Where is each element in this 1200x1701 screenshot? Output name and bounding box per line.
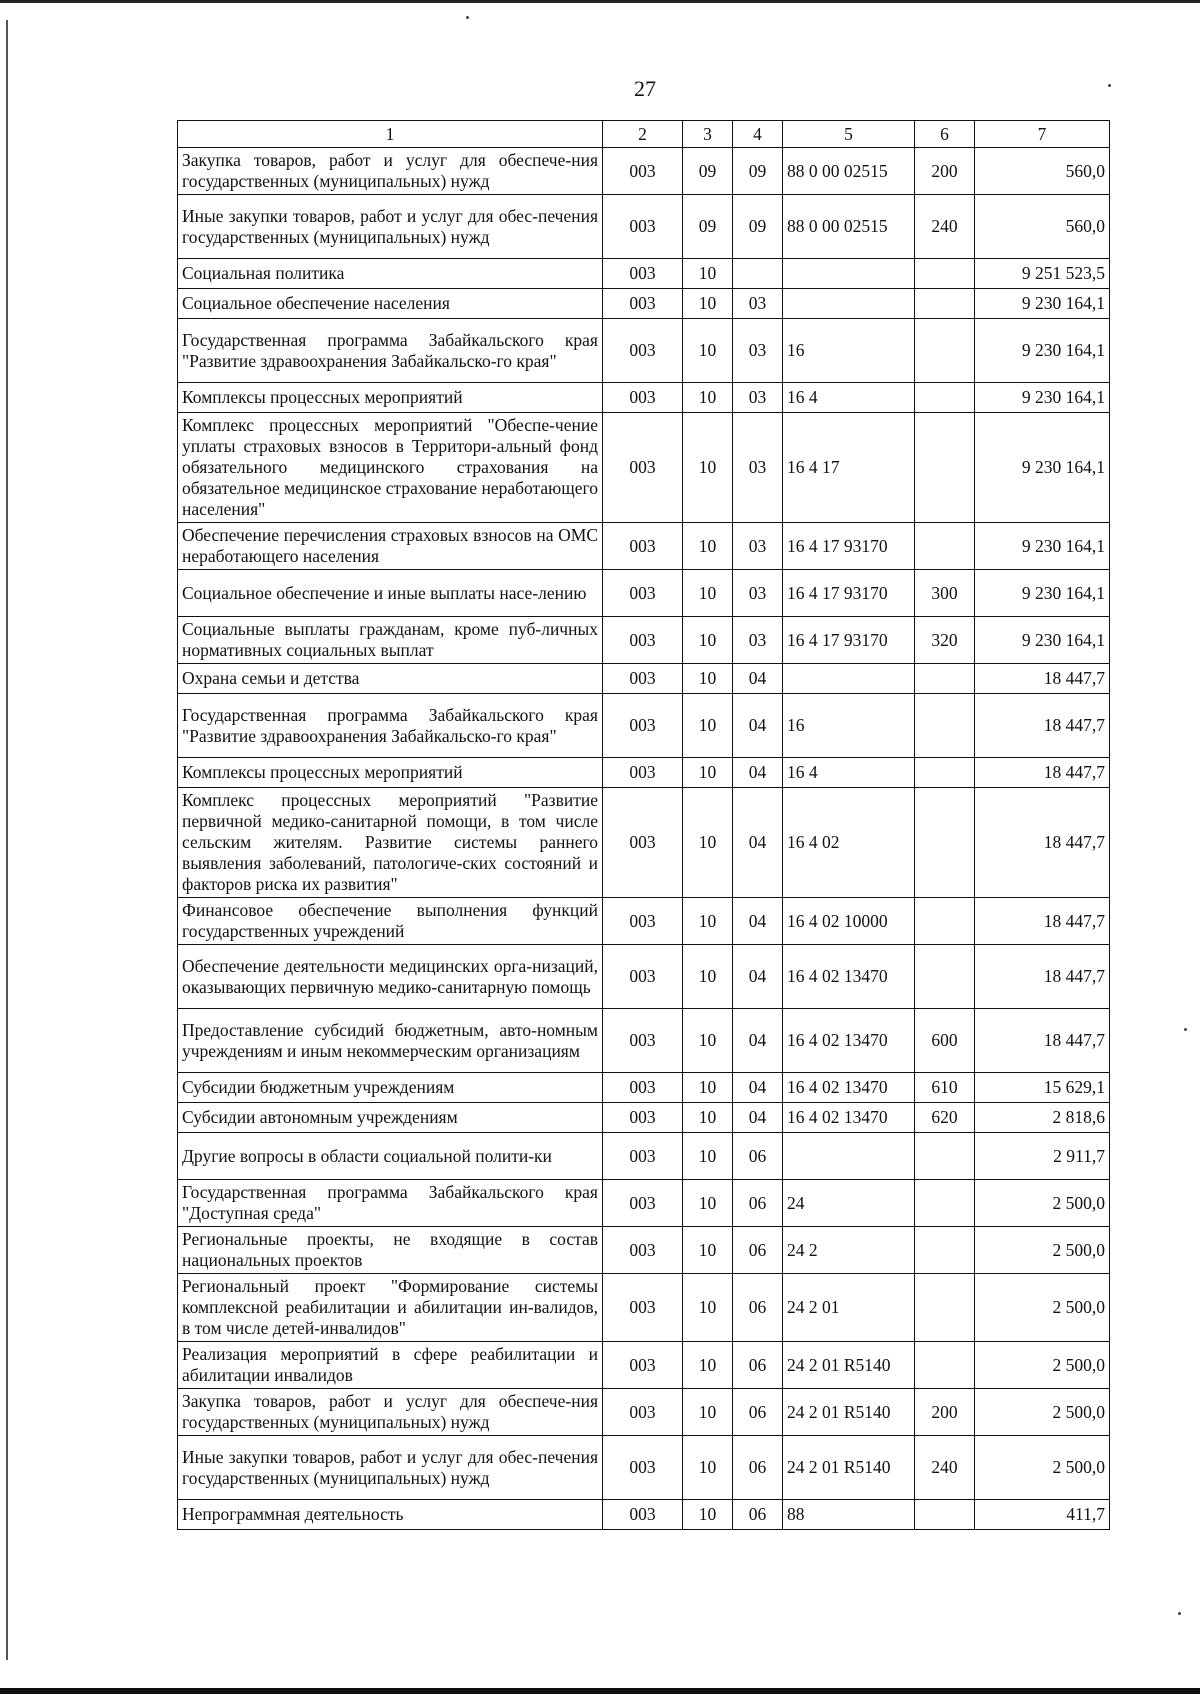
amount: 2 500,0 <box>975 1227 1110 1274</box>
subsection-code: 06 <box>733 1274 783 1342</box>
target-article-code: 16 4 02 13470 <box>783 1073 915 1103</box>
section-code: 10 <box>683 1073 733 1103</box>
row-description: Иные закупки товаров, работ и услуг для обес-печения государственных (муниципальных) нужд <box>178 195 603 259</box>
row-description: Социальные выплаты гражданам, кроме пуб-личных нормативных социальных выплат <box>178 617 603 664</box>
row-description: Региональные проекты, не входящие в состав национальных проектов <box>178 1227 603 1274</box>
section-code: 10 <box>683 664 733 694</box>
table-row <box>178 1436 1110 1500</box>
target-article-code <box>783 664 915 694</box>
row-description: Социальное обеспечение населения <box>178 289 603 319</box>
expense-type-code <box>915 319 975 383</box>
target-article-code: 24 2 01 R5140 <box>783 1389 915 1436</box>
row-description: Обеспечение перечисления страховых взносов на ОМС неработающего населения <box>178 523 603 570</box>
ministry-code: 003 <box>603 1389 683 1436</box>
ministry-code: 003 <box>603 1180 683 1227</box>
row-description: Закупка товаров, работ и услуг для обеспече-ния государственных (муниципальных) нужд <box>178 148 603 195</box>
amount: 18 447,7 <box>975 758 1110 788</box>
table-row <box>178 1009 1110 1073</box>
subsection-code: 04 <box>733 664 783 694</box>
target-article-code: 16 4 17 93170 <box>783 523 915 570</box>
expense-type-code <box>915 898 975 945</box>
amount: 2 500,0 <box>975 1342 1110 1389</box>
ministry-code: 003 <box>603 1227 683 1274</box>
subsection-code: 03 <box>733 617 783 664</box>
target-article-code: 88 0 00 02515 <box>783 195 915 259</box>
ministry-code: 003 <box>603 898 683 945</box>
expense-type-code: 240 <box>915 195 975 259</box>
row-description: Закупка товаров, работ и услуг для обеспече-ния государственных (муниципальных) нужд <box>178 1389 603 1436</box>
expense-type-code <box>915 694 975 758</box>
ministry-code: 003 <box>603 1342 683 1389</box>
ministry-code: 003 <box>603 945 683 1009</box>
scan-speck <box>1108 84 1111 87</box>
table-row <box>178 1389 1110 1436</box>
table-row <box>178 617 1110 664</box>
section-code: 10 <box>683 1227 733 1274</box>
section-code: 10 <box>683 694 733 758</box>
subsection-code: 06 <box>733 1180 783 1227</box>
expense-type-code: 320 <box>915 617 975 664</box>
section-code: 10 <box>683 259 733 289</box>
table-row <box>178 523 1110 570</box>
target-article-code: 24 <box>783 1180 915 1227</box>
subsection-code: 04 <box>733 1073 783 1103</box>
section-code: 10 <box>683 1103 733 1133</box>
row-description: Комплексы процессных мероприятий <box>178 758 603 788</box>
table-row <box>178 1180 1110 1227</box>
section-code: 10 <box>683 788 733 898</box>
ministry-code: 003 <box>603 617 683 664</box>
amount: 18 447,7 <box>975 694 1110 758</box>
ministry-code: 003 <box>603 1500 683 1530</box>
expense-type-code <box>915 523 975 570</box>
header-row <box>178 121 1110 148</box>
target-article-code: 24 2 01 <box>783 1274 915 1342</box>
ministry-code: 003 <box>603 1436 683 1500</box>
target-article-code: 88 <box>783 1500 915 1530</box>
subsection-code: 06 <box>733 1133 783 1180</box>
table-row <box>178 570 1110 617</box>
section-code: 10 <box>683 758 733 788</box>
ministry-code: 003 <box>603 758 683 788</box>
row-description: Комплекс процессных мероприятий "Обеспе-чение уплаты страховых взносов в Территори-альный фонд обязательного медицинского страхования на обязательное медицинское страхование неработающего населения" <box>178 413 603 523</box>
ministry-code: 003 <box>603 523 683 570</box>
table-row <box>178 195 1110 259</box>
ministry-code: 003 <box>603 148 683 195</box>
table-row <box>178 1274 1110 1342</box>
ministry-code: 003 <box>603 413 683 523</box>
amount: 560,0 <box>975 148 1110 195</box>
column-header: 4 <box>733 121 783 148</box>
section-code: 10 <box>683 1009 733 1073</box>
target-article-code: 16 4 02 10000 <box>783 898 915 945</box>
amount: 18 447,7 <box>975 1009 1110 1073</box>
amount: 9 230 164,1 <box>975 617 1110 664</box>
expense-type-code <box>915 758 975 788</box>
table-row <box>178 758 1110 788</box>
row-description: Субсидии автономным учреждениям <box>178 1103 603 1133</box>
subsection-code: 04 <box>733 945 783 1009</box>
table-row <box>178 1500 1110 1530</box>
table-row <box>178 788 1110 898</box>
row-description: Предоставление субсидий бюджетным, авто-номным учреждениям и иным некоммерческим организациям <box>178 1009 603 1073</box>
target-article-code: 16 4 02 <box>783 788 915 898</box>
subsection-code: 03 <box>733 413 783 523</box>
expense-type-code <box>915 1227 975 1274</box>
expense-type-code <box>915 1274 975 1342</box>
target-article-code: 88 0 00 02515 <box>783 148 915 195</box>
amount: 18 447,7 <box>975 664 1110 694</box>
row-description: Социальная политика <box>178 259 603 289</box>
row-description: Реализация мероприятий в сфере реабилитации и абилитации инвалидов <box>178 1342 603 1389</box>
expense-type-code: 610 <box>915 1073 975 1103</box>
table-row <box>178 1227 1110 1274</box>
table-row <box>178 259 1110 289</box>
target-article-code: 16 <box>783 319 915 383</box>
row-description: Иные закупки товаров, работ и услуг для обес-печения государственных (муниципальных) нужд <box>178 1436 603 1500</box>
amount: 2 500,0 <box>975 1180 1110 1227</box>
section-code: 10 <box>683 617 733 664</box>
target-article-code: 24 2 <box>783 1227 915 1274</box>
subsection-code: 03 <box>733 319 783 383</box>
expense-type-code <box>915 413 975 523</box>
section-code: 10 <box>683 945 733 1009</box>
table-row <box>178 413 1110 523</box>
ministry-code: 003 <box>603 383 683 413</box>
amount: 2 911,7 <box>975 1133 1110 1180</box>
expense-type-code <box>915 1133 975 1180</box>
row-description: Охрана семьи и детства <box>178 664 603 694</box>
column-header: 5 <box>783 121 915 148</box>
section-code: 10 <box>683 898 733 945</box>
expense-type-code <box>915 945 975 1009</box>
table-body <box>178 148 1110 1530</box>
scan-left-edge <box>6 20 8 1660</box>
amount: 9 230 164,1 <box>975 413 1110 523</box>
row-description: Финансовое обеспечение выполнения функций государственных учреждений <box>178 898 603 945</box>
section-code: 10 <box>683 570 733 617</box>
expense-type-code: 620 <box>915 1103 975 1133</box>
column-header: 2 <box>603 121 683 148</box>
amount: 9 230 164,1 <box>975 383 1110 413</box>
section-code: 10 <box>683 1436 733 1500</box>
amount: 9 251 523,5 <box>975 259 1110 289</box>
expense-type-code: 600 <box>915 1009 975 1073</box>
row-description: Обеспечение деятельности медицинских орга-низаций, оказывающих первичную медико-санитарную помощь <box>178 945 603 1009</box>
subsection-code: 06 <box>733 1436 783 1500</box>
target-article-code: 16 4 <box>783 383 915 413</box>
amount: 2 500,0 <box>975 1436 1110 1500</box>
row-description: Непрограммная деятельность <box>178 1500 603 1530</box>
expense-type-code: 300 <box>915 570 975 617</box>
target-article-code: 16 4 17 93170 <box>783 570 915 617</box>
section-code: 10 <box>683 289 733 319</box>
section-code: 10 <box>683 1500 733 1530</box>
table-row <box>178 664 1110 694</box>
target-article-code: 16 4 17 <box>783 413 915 523</box>
scan-speck <box>1178 1612 1181 1615</box>
target-article-code <box>783 1133 915 1180</box>
row-description: Государственная программа Забайкальского края "Развитие здравоохранения Забайкальско-го края" <box>178 319 603 383</box>
expense-type-code <box>915 664 975 694</box>
subsection-code: 09 <box>733 148 783 195</box>
subsection-code: 04 <box>733 1103 783 1133</box>
amount: 15 629,1 <box>975 1073 1110 1103</box>
table-row <box>178 898 1110 945</box>
section-code: 10 <box>683 383 733 413</box>
expense-type-code <box>915 788 975 898</box>
ministry-code: 003 <box>603 694 683 758</box>
section-code: 09 <box>683 195 733 259</box>
column-header: 1 <box>178 121 603 148</box>
target-article-code: 24 2 01 R5140 <box>783 1342 915 1389</box>
ministry-code: 003 <box>603 788 683 898</box>
amount: 2 818,6 <box>975 1103 1110 1133</box>
ministry-code: 003 <box>603 1274 683 1342</box>
target-article-code: 16 4 02 13470 <box>783 945 915 1009</box>
target-article-code <box>783 259 915 289</box>
column-header: 6 <box>915 121 975 148</box>
expense-type-code <box>915 1500 975 1530</box>
target-article-code: 16 4 17 93170 <box>783 617 915 664</box>
section-code: 10 <box>683 1342 733 1389</box>
subsection-code: 04 <box>733 898 783 945</box>
subsection-code <box>733 259 783 289</box>
row-description: Другие вопросы в области социальной полити-ки <box>178 1133 603 1180</box>
section-code: 10 <box>683 413 733 523</box>
ministry-code: 003 <box>603 289 683 319</box>
ministry-code: 003 <box>603 1073 683 1103</box>
scan-speck <box>466 16 469 19</box>
subsection-code: 06 <box>733 1389 783 1436</box>
target-article-code: 16 4 02 13470 <box>783 1009 915 1073</box>
section-code: 10 <box>683 523 733 570</box>
row-description: Комплексы процессных мероприятий <box>178 383 603 413</box>
expense-type-code <box>915 1180 975 1227</box>
amount: 9 230 164,1 <box>975 570 1110 617</box>
amount: 560,0 <box>975 195 1110 259</box>
section-code: 10 <box>683 319 733 383</box>
table-row <box>178 319 1110 383</box>
table-row <box>178 383 1110 413</box>
subsection-code: 03 <box>733 289 783 319</box>
amount: 411,7 <box>975 1500 1110 1530</box>
expense-type-code: 200 <box>915 1389 975 1436</box>
ministry-code: 003 <box>603 1009 683 1073</box>
target-article-code: 16 <box>783 694 915 758</box>
budget-table <box>177 120 1110 1530</box>
target-article-code: 16 4 <box>783 758 915 788</box>
expense-type-code: 200 <box>915 148 975 195</box>
subsection-code: 03 <box>733 570 783 617</box>
ministry-code: 003 <box>603 1103 683 1133</box>
table-row <box>178 694 1110 758</box>
expense-type-code <box>915 289 975 319</box>
amount: 2 500,0 <box>975 1389 1110 1436</box>
subsection-code: 04 <box>733 758 783 788</box>
expense-type-code <box>915 383 975 413</box>
subsection-code: 06 <box>733 1342 783 1389</box>
amount: 9 230 164,1 <box>975 289 1110 319</box>
subsection-code: 03 <box>733 523 783 570</box>
section-code: 10 <box>683 1389 733 1436</box>
row-description: Государственная программа Забайкальского края "Доступная среда" <box>178 1180 603 1227</box>
column-header: 7 <box>975 121 1110 148</box>
amount: 9 230 164,1 <box>975 319 1110 383</box>
scan-bottom-edge <box>0 1688 1200 1694</box>
table-row <box>178 1342 1110 1389</box>
amount: 18 447,7 <box>975 788 1110 898</box>
subsection-code: 06 <box>733 1227 783 1274</box>
table-row <box>178 945 1110 1009</box>
ministry-code: 003 <box>603 664 683 694</box>
row-description: Государственная программа Забайкальского края "Развитие здравоохранения Забайкальско-го края" <box>178 694 603 758</box>
section-code: 10 <box>683 1274 733 1342</box>
amount: 2 500,0 <box>975 1274 1110 1342</box>
scan-speck <box>1184 1028 1187 1031</box>
expense-type-code: 240 <box>915 1436 975 1500</box>
subsection-code: 09 <box>733 195 783 259</box>
subsection-code: 03 <box>733 383 783 413</box>
expense-type-code <box>915 259 975 289</box>
scan-top-edge <box>0 0 1200 3</box>
ministry-code: 003 <box>603 1133 683 1180</box>
table-row <box>178 1133 1110 1180</box>
amount: 18 447,7 <box>975 945 1110 1009</box>
column-header: 3 <box>683 121 733 148</box>
ministry-code: 003 <box>603 319 683 383</box>
target-article-code: 24 2 01 R5140 <box>783 1436 915 1500</box>
expense-type-code <box>915 1342 975 1389</box>
ministry-code: 003 <box>603 195 683 259</box>
row-description: Региональный проект "Формирование системы комплексной реабилитации и абилитации ин-валидов, в том числе детей-инвалидов" <box>178 1274 603 1342</box>
section-code: 09 <box>683 148 733 195</box>
section-code: 10 <box>683 1180 733 1227</box>
target-article-code <box>783 289 915 319</box>
row-description: Социальное обеспечение и иные выплаты насе-лению <box>178 570 603 617</box>
section-code: 10 <box>683 1133 733 1180</box>
ministry-code: 003 <box>603 570 683 617</box>
subsection-code: 04 <box>733 788 783 898</box>
table-row <box>178 148 1110 195</box>
subsection-code: 06 <box>733 1500 783 1530</box>
table-row <box>178 289 1110 319</box>
subsection-code: 04 <box>733 694 783 758</box>
table-row <box>178 1073 1110 1103</box>
amount: 18 447,7 <box>975 898 1110 945</box>
amount: 9 230 164,1 <box>975 523 1110 570</box>
target-article-code: 16 4 02 13470 <box>783 1103 915 1133</box>
subsection-code: 04 <box>733 1009 783 1073</box>
row-description: Комплекс процессных мероприятий "Развитие первичной медико-санитарной помощи, в том числе сельским жителям. Развитие системы раннего выявления заболеваний, патологиче-ских состояний и факторов риска их развития" <box>178 788 603 898</box>
table-row <box>178 1103 1110 1133</box>
row-description: Субсидии бюджетным учреждениям <box>178 1073 603 1103</box>
page-number: 27 <box>634 76 656 101</box>
ministry-code: 003 <box>603 259 683 289</box>
